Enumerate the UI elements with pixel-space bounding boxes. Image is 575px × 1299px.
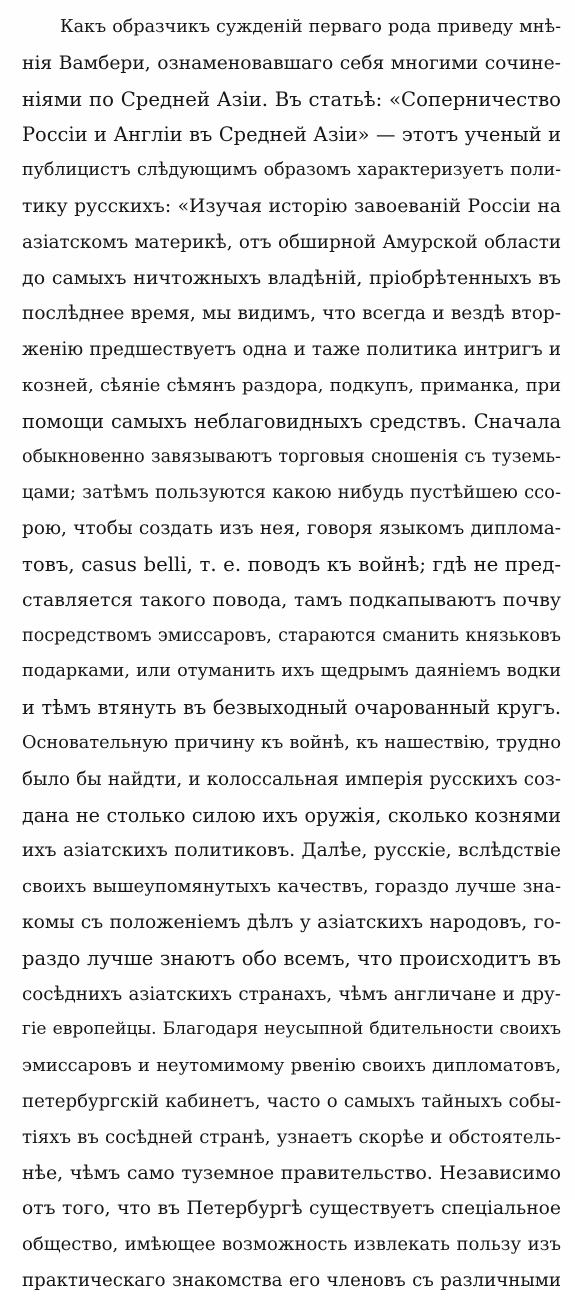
text-line: и тѣмъ втянуть въ безвыходный очарованный кругъ.: [22, 696, 561, 720]
text-line: тику русскихъ: «Изучая исторію завоеваній Россіи на: [22, 195, 561, 217]
text-line: подарками, или отуманить ихъ щедрымъ даяніемъ водки: [22, 661, 561, 682]
text-line: обыкновенно завязываютъ торговыя сношенія съ туземь-: [22, 446, 561, 467]
body-paragraph: [22, 10, 561, 1299]
text-line: ніями по Средней Азіи. Въ статьѣ: «Соперничество: [22, 87, 561, 111]
text-line: тіяхъ въ сосѣдней странѣ, узнаетъ скорѣе и обстоятель-: [22, 1126, 561, 1148]
text-line: раздо лучше знаютъ обо всемъ, что происходитъ въ: [22, 946, 561, 970]
text-line: азіатскомъ материкѣ, отъ обширной Амурской области: [22, 231, 561, 253]
text-line: до самыхъ ничтожныхъ владѣній, пріобрѣтенныхъ въ: [22, 266, 561, 289]
text-line: послѣднее время, мы видимъ, что всегда и вездѣ втор-: [22, 303, 561, 325]
text-line: было бы найдти, и колоссальная имперія русскихъ соз-: [22, 768, 561, 790]
text-line: ставляется такого повода, тамъ подкапываютъ почву: [22, 588, 561, 611]
text-line: товъ, casus belli, т. е. поводъ къ войнѣ; гдѣ не пред-: [22, 552, 561, 576]
text-line: комы съ положеніемъ дѣлъ у азіатскихъ народовъ, го-: [22, 911, 561, 933]
text-line: отъ того, что въ Петербургѣ существуетъ спеціальное: [22, 1198, 561, 1220]
text-line: ихъ азіатскихъ политиковъ. Далѣе, русскіе, вслѣдствіе: [22, 840, 561, 862]
text-line: петербургскій кабинетъ, часто о самыхъ тайныхъ собы-: [22, 1090, 561, 1112]
text-line: гіе европейцы. Благодаря неусыпной бдительности своихъ: [22, 1019, 561, 1040]
text-line: эмиссаровъ и неутомимому рвенію своихъ дипломатовъ,: [22, 1055, 561, 1077]
text-line: цами; затѣмъ пользуются какою нибудь пустѣйшею ссо-: [22, 482, 561, 504]
text-line: сосѣднихъ азіатскихъ странахъ, чѣмъ англичане и дру-: [22, 983, 561, 1005]
text-line: женію предшествуетъ одна и таже политика интригъ и: [22, 339, 561, 361]
text-line: Основательную причину къ войнѣ, къ нашествію, трудно: [22, 732, 561, 753]
text-line: козней, сѣяніе сѣмянъ раздора, подкупъ, приманка, при: [22, 374, 561, 396]
text-line: помощи самыхъ неблаговидныхъ средствъ. Сначала: [22, 409, 561, 433]
text-line: практическаго знакомства его членовъ съ различными: [22, 1269, 561, 1291]
text-line: дана не столько силою ихъ оружія, сколько кознями: [22, 803, 561, 827]
text-line: публицистъ слѣдующимъ образомъ характеризуетъ поли-: [22, 160, 561, 181]
text-line: рою, чтобы создать изъ нея, говоря языкомъ диплома-: [22, 518, 561, 540]
text-line: Какъ образчикъ сужденій перваго рода приведу мнѣ-: [60, 17, 561, 37]
text-line: посредствомъ эмиссаровъ, стараются сманить князьковъ: [22, 625, 561, 646]
text-line: Россіи и Англіи въ Средней Азіи» — этотъ ученый и: [22, 123, 561, 147]
text-line: своихъ вышеупомянутыхъ качествъ, гораздо лучше зна-: [22, 876, 561, 898]
text-line: нія Вамбери, ознаменовавшаго себя многими сочине-: [22, 52, 561, 74]
text-line: нѣе, чѣмъ само туземное правительство. Независимо: [22, 1161, 561, 1184]
text-line: общество, имѣющее возможность извлекать пользу изъ: [22, 1234, 561, 1256]
